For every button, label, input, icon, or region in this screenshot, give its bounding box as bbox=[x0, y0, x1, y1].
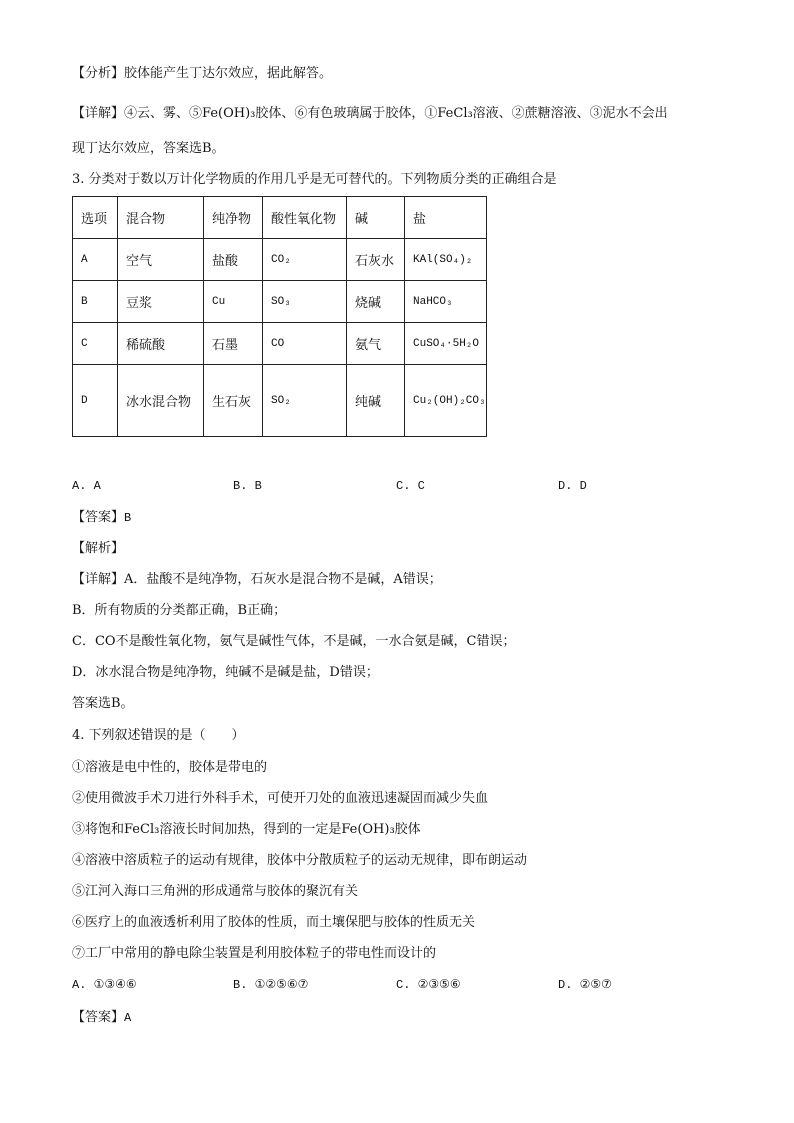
table-cell: 纯碱 bbox=[347, 365, 405, 437]
q4-statement: ②使用微波手术刀进行外科手术，可使开刀处的血液迅速凝固而减少失血 bbox=[72, 791, 489, 806]
table-cell: D bbox=[73, 365, 118, 437]
table-row bbox=[73, 281, 487, 323]
analysis-tag: 【分析】 bbox=[72, 66, 125, 81]
table-cell: Cu₂(OH)₂CO₃ bbox=[405, 365, 487, 437]
table-row bbox=[73, 323, 487, 365]
table-header-cell: 盐 bbox=[405, 197, 487, 239]
answer-value: B bbox=[124, 511, 132, 525]
table-cell: NaHCO₃ bbox=[405, 281, 487, 323]
q3-detail-line-4: D．冰水混合物是纯净物，纯碱不是碱是盐，D错误； bbox=[72, 665, 379, 680]
option-c: C. ②③⑤⑥ bbox=[396, 978, 461, 992]
table-header-cell: 碱 bbox=[347, 197, 405, 239]
option-c: C. C bbox=[396, 479, 425, 493]
q3-detail-line-3: C．CO不是酸性氧化物，氨气是碱性气体，不是碱，一水合氨是碱，C错误； bbox=[72, 634, 516, 649]
q3-answer-line bbox=[72, 508, 131, 528]
table-cell: 稀硫酸 bbox=[118, 323, 204, 365]
option-d: D. D bbox=[558, 479, 587, 493]
answer-tag: 【答案】 bbox=[72, 1010, 125, 1025]
detail-tag: 【详解】 bbox=[72, 106, 125, 121]
table-cell: 石灰水 bbox=[347, 239, 405, 281]
table-cell: 烧碱 bbox=[347, 281, 405, 323]
table-cell: CO₂ bbox=[263, 239, 347, 281]
table-cell: B bbox=[73, 281, 118, 323]
table-cell: CuSO₄·5H₂O bbox=[405, 323, 487, 365]
table-cell: SO₂ bbox=[263, 365, 347, 437]
table-cell: 氨气 bbox=[347, 323, 405, 365]
table-cell: 空气 bbox=[118, 239, 204, 281]
q2-analysis-line bbox=[72, 64, 332, 84]
q2-detail-line-2: 现丁达尔效应，答案选B。 bbox=[72, 141, 225, 156]
option-b: B. ①②⑤⑥⑦ bbox=[233, 978, 309, 992]
q2-detail-line-1 bbox=[72, 104, 668, 124]
option-d: D. ②⑤⑦ bbox=[558, 978, 612, 992]
table-header-cell: 选项 bbox=[73, 197, 118, 239]
table-row bbox=[73, 239, 487, 281]
q4-statement: ④溶液中溶质粒子的运动有规律，胶体中分散质粒子的运动无规律，即布朗运动 bbox=[72, 853, 528, 868]
detail-text: A．盐酸不是纯净物，石灰水是混合物不是碱，A错误； bbox=[124, 572, 442, 587]
q4-answer-line bbox=[72, 1008, 131, 1028]
table-cell: KAl(SO₄)₂ bbox=[405, 239, 487, 281]
q4-statement: ⑥医疗上的血液透析利用了胶体的性质，而土壤保肥与胶体的性质无关 bbox=[72, 915, 476, 930]
answer-value: A bbox=[124, 1011, 132, 1025]
answer-tag: 【答案】 bbox=[72, 510, 125, 525]
q3-detail-line-2: B．所有物质的分类都正确，B正确； bbox=[72, 603, 287, 618]
table-cell: 豆浆 bbox=[118, 281, 204, 323]
table-header-row bbox=[73, 197, 487, 239]
table-cell: 石墨 bbox=[204, 323, 263, 365]
table-cell: 盐酸 bbox=[204, 239, 263, 281]
q4-statement: ③将饱和FeCl₃溶液长时间加热，得到的一定是Fe(OH)₃胶体 bbox=[72, 822, 421, 837]
q3-detail-line-1 bbox=[72, 570, 442, 590]
option-b: B. B bbox=[233, 479, 262, 493]
q4-statement: ⑦工厂中常用的静电除尘装置是利用胶体粒子的带电性而设计的 bbox=[72, 946, 437, 961]
table-cell: Cu bbox=[204, 281, 263, 323]
option-a: A. A bbox=[72, 479, 101, 493]
q4-statement: ①溶液是电中性的，胶体是带电的 bbox=[72, 760, 268, 775]
table-cell: C bbox=[73, 323, 118, 365]
table-row bbox=[73, 365, 487, 437]
table-header-cell: 混合物 bbox=[118, 197, 204, 239]
table-header-cell: 酸性氧化物 bbox=[263, 197, 347, 239]
q4-statement: ⑤江河入海口三角洲的形成通常与胶体的聚沉有关 bbox=[72, 884, 359, 899]
table-cell: CO bbox=[263, 323, 347, 365]
table-cell: 冰水混合物 bbox=[118, 365, 204, 437]
table-cell: SO₃ bbox=[263, 281, 347, 323]
detail-tag: 【详解】 bbox=[72, 572, 125, 587]
q3-analysis-tag bbox=[72, 539, 124, 559]
table-header-cell: 纯净物 bbox=[204, 197, 263, 239]
detail-text: ④云、雾、⑤Fe(OH)₃胶体、⑥有色玻璃属于胶体，①FeCl₃溶液、②蔗糖溶液、③泥水不会出 bbox=[124, 106, 668, 121]
classification-table bbox=[72, 196, 487, 437]
q4-stem: 4. 下列叙述错误的是（ ） bbox=[72, 728, 245, 743]
table-cell: A bbox=[73, 239, 118, 281]
analysis-tag: 【解析】 bbox=[72, 541, 125, 556]
analysis-text: 胶体能产生丁达尔效应，据此解答。 bbox=[124, 66, 333, 81]
q3-detail-line-5: 答案选B。 bbox=[72, 696, 134, 711]
q3-stem: 3. 分类对于数以万计化学物质的作用几乎是无可替代的。下列物质分类的正确组合是 bbox=[72, 172, 557, 187]
table-cell: 生石灰 bbox=[204, 365, 263, 437]
option-a: A. ①③④⑥ bbox=[72, 978, 137, 992]
